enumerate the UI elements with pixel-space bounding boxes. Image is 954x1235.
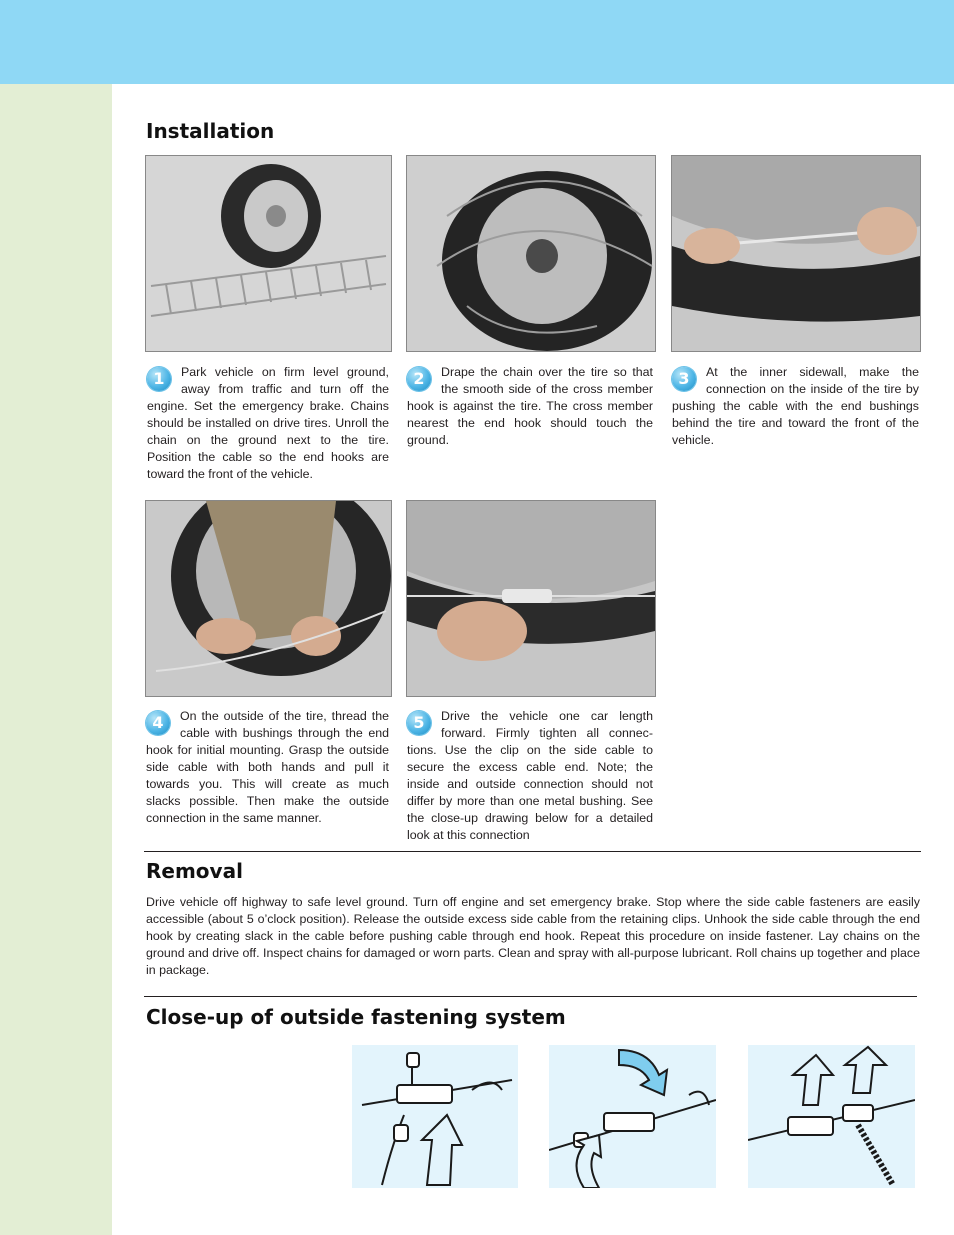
closeup-drawing-3 xyxy=(748,1045,915,1188)
header-band xyxy=(0,0,954,84)
side-band xyxy=(0,84,112,1235)
removal-text: Drive vehicle off highway to safe level ground. Turn off engine and set emergency brake. Stop where the side cable fasteners are easily accessible (about 5 o’clock position). Release the outside excess side cable from the retaining clips. Unhook the side cable through the end hook by creating slack in the cable before pushing cable through end hook. Repeat this procedure on inside fastener. Lay chains on the ground and drive off. Inspect chains for damaged or worn parts. Clean and spray with all-purpose lubricant. Roll chains up together and place in package. xyxy=(146,895,920,977)
step-1 xyxy=(147,364,389,483)
step-1-badge: 1 xyxy=(147,367,171,391)
step-4-photo xyxy=(145,500,392,697)
step-4-badge: 4 xyxy=(146,711,170,735)
removal-heading: Removal xyxy=(146,859,243,883)
step-1-photo xyxy=(145,155,392,352)
closeup-heading: Close-up of outside fastening system xyxy=(146,1005,566,1029)
step-3-text: At the inner sidewall, make the connection on the inside of the tire by pushing the cable with the end bushings behind the tire and toward the front of the vehicle. xyxy=(672,365,919,447)
step-4-text: On the outside of the tire, thread the cable with bushings through the end hook for initial mounting. Grasp the outside side cable with both hands and pull it towards you. This will create as much slacks possible. Then make the outside connection in the same manner. xyxy=(146,709,389,825)
step-3 xyxy=(672,364,919,449)
step-5-badge: 5 xyxy=(407,711,431,735)
step-5-photo xyxy=(406,500,656,697)
step-1-text: Park vehicle on firm level ground, away from traffic and turn off the engine. Set the emergency brake. Chains should be installed on drive tires. Unroll the chain on the ground next to the tire. Position the cable so the end hooks are toward the front of the vehicle. xyxy=(147,365,389,481)
closeup-drawing-1 xyxy=(352,1045,518,1188)
step-5-text: Drive the vehicle one car length forward. Firmly tighten all connec-tions. Use the clip on the side cable to secure the excess cable end. Note; the inside and outside connection should not differ by more than one metal bushing. See the close-up drawing below for a detailed look at this connection xyxy=(407,709,653,842)
section-divider xyxy=(144,851,921,852)
step-3-badge: 3 xyxy=(672,367,696,391)
section-divider xyxy=(144,996,917,997)
step-2-text: Drape the chain over the tire so that the smooth side of the cross member hook is against the tire. The cross member nearest the end hook should touch the ground. xyxy=(407,365,653,447)
step-2 xyxy=(407,364,653,449)
step-3-photo xyxy=(671,155,921,352)
installation-heading: Installation xyxy=(146,119,275,143)
step-4 xyxy=(146,708,389,827)
step-5 xyxy=(407,708,653,844)
step-2-badge: 2 xyxy=(407,367,431,391)
closeup-drawing-2 xyxy=(549,1045,716,1188)
step-2-photo xyxy=(406,155,656,352)
